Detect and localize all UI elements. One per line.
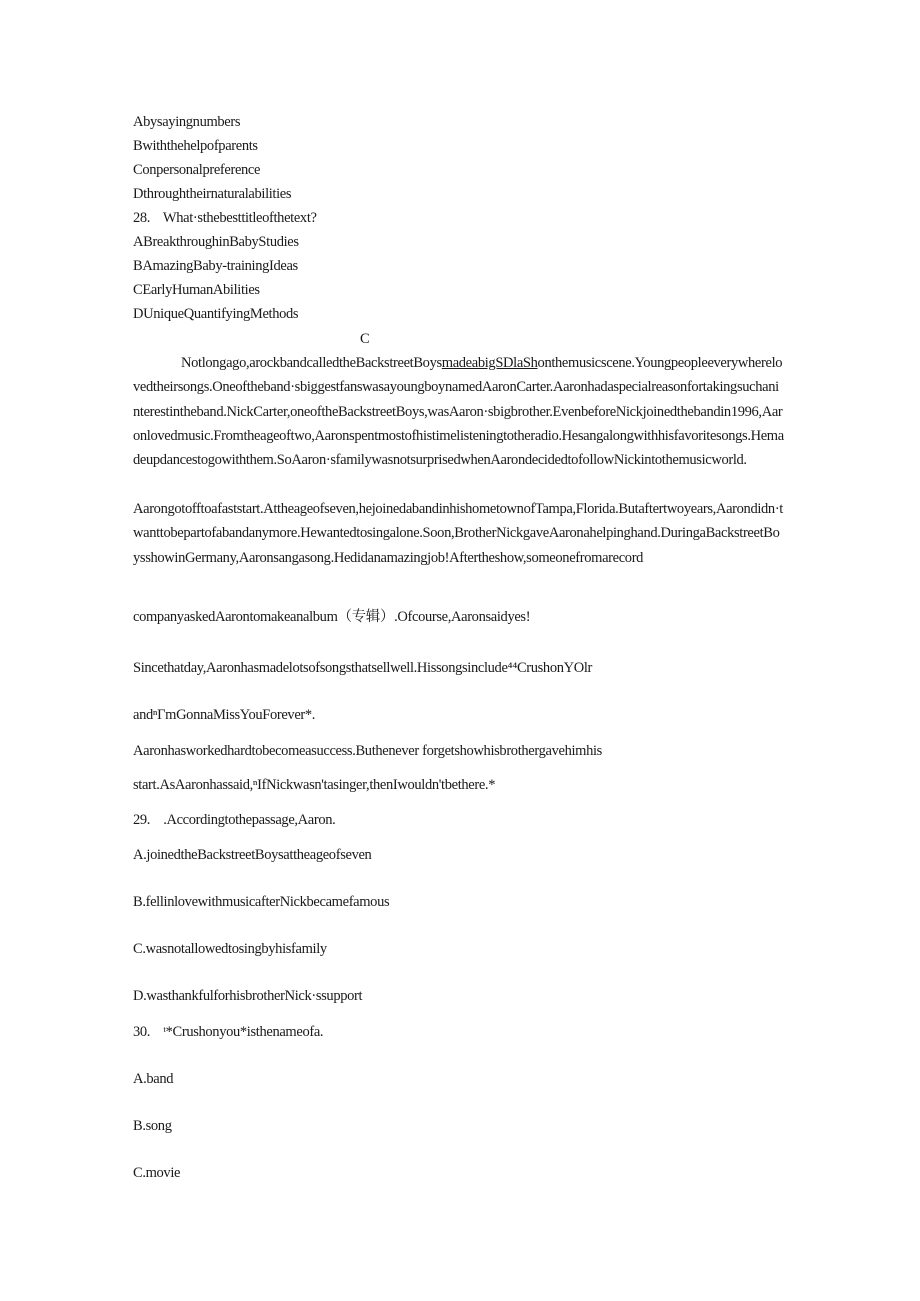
q27-option-b: Bwiththehelpofparents [133, 138, 258, 154]
passage-line-album: companyaskedAarontomakeanalbum（专辑）.Ofcourse,Aaronsaidyes! [133, 609, 531, 625]
q28-question: What·sthebesttitleofthetext? [162, 210, 317, 226]
passage-line-success: Aaronhasworkedhardtobecomeasuccess.Buthenever forgetshowhisbrothergavehimhis [133, 743, 602, 759]
p1-underlined-phrase: madeabigSDlaSh [441, 355, 538, 371]
q29-question: .Accordingtothepassage,Aaron. [163, 812, 336, 828]
passage-line-quote: start.AsAaronhassaid,ⁿIfNickwasn'tasinger,thenIwouldn'tbethere.* [133, 777, 496, 793]
q30-option-c: C.movie [133, 1165, 181, 1181]
passage-paragraph-1 [133, 351, 785, 472]
q28-stem [133, 209, 317, 227]
q28-option-c: CEarlyHumanAbilities [133, 282, 260, 298]
q29-option-b: B.fellinlovewithmusicafterNickbecamefamous [133, 894, 390, 910]
q27-option-d: Dthroughtheirnaturalabilities [133, 186, 292, 202]
passage-paragraph-2: Aarongotofftoafaststart.Attheageofseven,hejoinedabandinhishometownofTampa,Florida.Butaftertwoyears,Aarondidn·twanttobepartofabandanymore.Hewantedtosingalone.Soon,BrotherNickgaveAaronahelpinghand.DuringaBackstreetBoysshowinGermany,Aaronsangasong.Hedidanamazingjob!Aftertheshow,someonefromarecord [133, 501, 783, 566]
q30-option-a: A.band [133, 1071, 174, 1087]
passage-line-songs: Sincethatday,Aaronhasmadelotsofsongsthatsellwell.Hissongsinclude⁴⁴CrushonYOlr [133, 660, 593, 676]
q29-option-d: D.wasthankfulforhisbrotherNick·ssupport [133, 988, 363, 1004]
q28-option-b: BAmazingBaby-trainingIdeas [133, 258, 298, 274]
q29-stem [133, 811, 335, 829]
q28-option-a: ABreakthroughinBabyStudies [133, 234, 299, 250]
q27-option-a: Abysayingnumbers [133, 114, 241, 130]
q29-number: 29. [133, 812, 151, 828]
q30-stem [133, 1023, 323, 1041]
section-c-heading: C [360, 331, 370, 347]
p1-text-start: Notlongago,arockbandcalledtheBackstreetBoys [181, 355, 442, 371]
p1-text-end: onthemusicscene.Youngpeopleeverywherelovedtheirsongs.Oneoftheband·sbiggestfanswasayoungboynamedAaronCarter.Aaronhadaspecialreasonfortakingsuchaninterestintheband.NickCarter,oneoftheBackstreetBoys,wasAaron·sbigbrother.EvenbeforeNickjoinedthebandin1996,Aaronlovedmusic.Fromtheageoftwo,Aaronspentmostofhistimelisteningtotheradio.Hesangalongwithhisfavoritesongs.Hemadeupdancestogowiththem.SoAaron·sfamilywasnotsurprisedwhenAarondecidedtofollowNickintothemusicworld. [133, 355, 784, 469]
q30-question: ᵗ*Crushonyou*isthenameofa. [163, 1024, 324, 1040]
q28-number: 28. [133, 210, 151, 226]
passage-line-song-title: andⁿΓmGonnaMissYouForever*. [133, 707, 316, 723]
q30-option-b: B.song [133, 1118, 172, 1134]
q30-number: 30. [133, 1024, 151, 1040]
q27-option-c: Conpersonalpreference [133, 162, 261, 178]
q29-option-a: A.joinedtheBackstreetBoysattheageofseven [133, 847, 372, 863]
q29-option-c: C.wasnotallowedtosingbyhisfamily [133, 941, 327, 957]
q28-option-d: DUniqueQuantifyingMethods [133, 306, 299, 322]
